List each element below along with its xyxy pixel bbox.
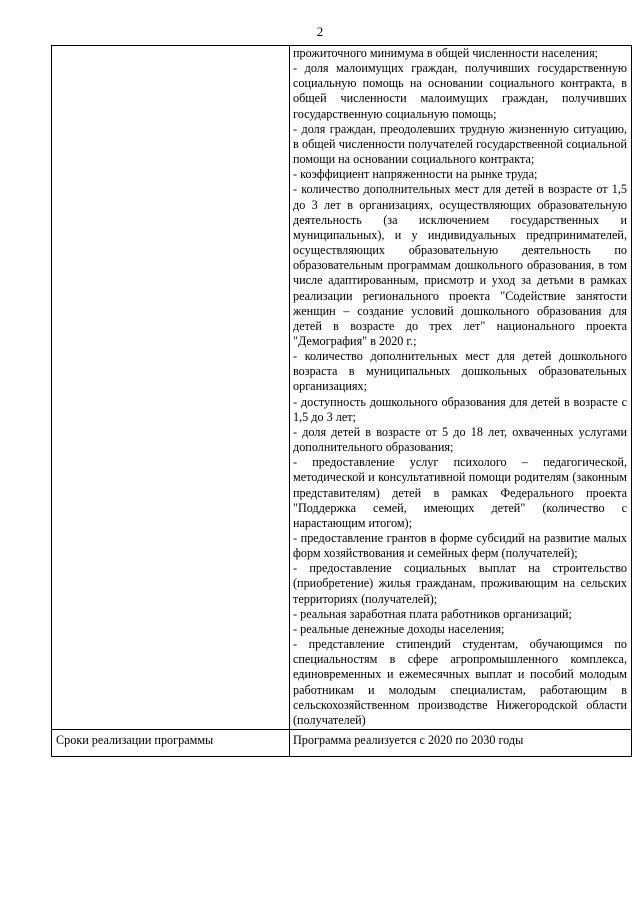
indicator-entry: - реальная заработная плата работников организаций; — [293, 606, 572, 621]
indicator-entry: - реальные денежные доходы населения; — [293, 621, 505, 636]
period-label: Сроки реализации программы — [52, 730, 290, 757]
indicator-entry: - предоставление услуг психолого – педагогической, методической и консультативной помощи родителям (законным представителям) детей в рамках Федерального проекта "Поддержка семей, имеющих детей" (количество с нарастающим итогом); — [293, 455, 627, 530]
indicators-row — [52, 46, 632, 730]
indicator-entry: - представление стипендий студентам, обучающимся по специальностям в сфере агропромышленного комплекса, единовременных и ежемесячных выплат и пособий молодым работникам и молодым специалистам, работающим в сельскохозяйственном производстве Нижегородской области (получателей) — [293, 637, 627, 727]
indicator-entry: - доступность дошкольного образования для детей в возрасте с 1,5 до 3 лет; — [293, 394, 627, 424]
indicator-entry: - предоставление грантов в форме субсидий на развитие малых форм хозяйствования и семейных ферм (получателей); — [293, 531, 627, 561]
indicator-entry: - предоставление социальных выплат на строительство (приобретение) жилья гражданам, проживающим на сельских территориях (получателей); — [293, 561, 627, 606]
indicators-label-cell — [52, 46, 290, 730]
indicator-entry: - доля малоимущих граждан, получивших государственную социальную помощь на основании социального контракта, в общей численности малоимущих граждан, получивших государственную социальную помощь; — [293, 61, 627, 121]
indicator-entry: - доля граждан, преодолевших трудную жизненную ситуацию, в общей численности получателей государственной социальной помощи на основании социального контракта; — [293, 121, 627, 167]
period-row — [52, 730, 632, 757]
indicator-entry: - коэффициент напряженности на рынке труда; — [293, 167, 538, 182]
period-value: Программа реализуется с 2020 по 2030 годы — [290, 730, 632, 757]
program-passport-table — [51, 45, 632, 757]
indicator-entry: - количество дополнительных мест для детей в возрасте от 1,5 до 3 лет в организациях, осуществляющих образовательную деятельность (за исключением государственных и муниципальных), и у индивидуальных предпринимателей, осуществляющих образовательную деятельность по образовательным программам дошкольного образования, в том числе адаптированным, присмотр и уход за детьми в рамках реализации регионального проекта "Содействие занятости женщин – создание условий дошкольного образования для детей в возрасте до трех лет" национального проекта "Демография" в 2020 г.; — [293, 182, 627, 348]
page-number: 2 — [316, 24, 324, 39]
indicator-entry: прожиточного минимума в общей численности населения; — [293, 46, 599, 60]
indicator-entry: - доля детей в возрасте от 5 до 18 лет, охваченных услугами дополнительного образования; — [293, 424, 627, 455]
indicators-list-cell — [290, 46, 632, 730]
indicator-entry: - количество дополнительных мест для детей дошкольного возраста в муниципальных дошкольных образовательных организациях; — [293, 349, 627, 394]
